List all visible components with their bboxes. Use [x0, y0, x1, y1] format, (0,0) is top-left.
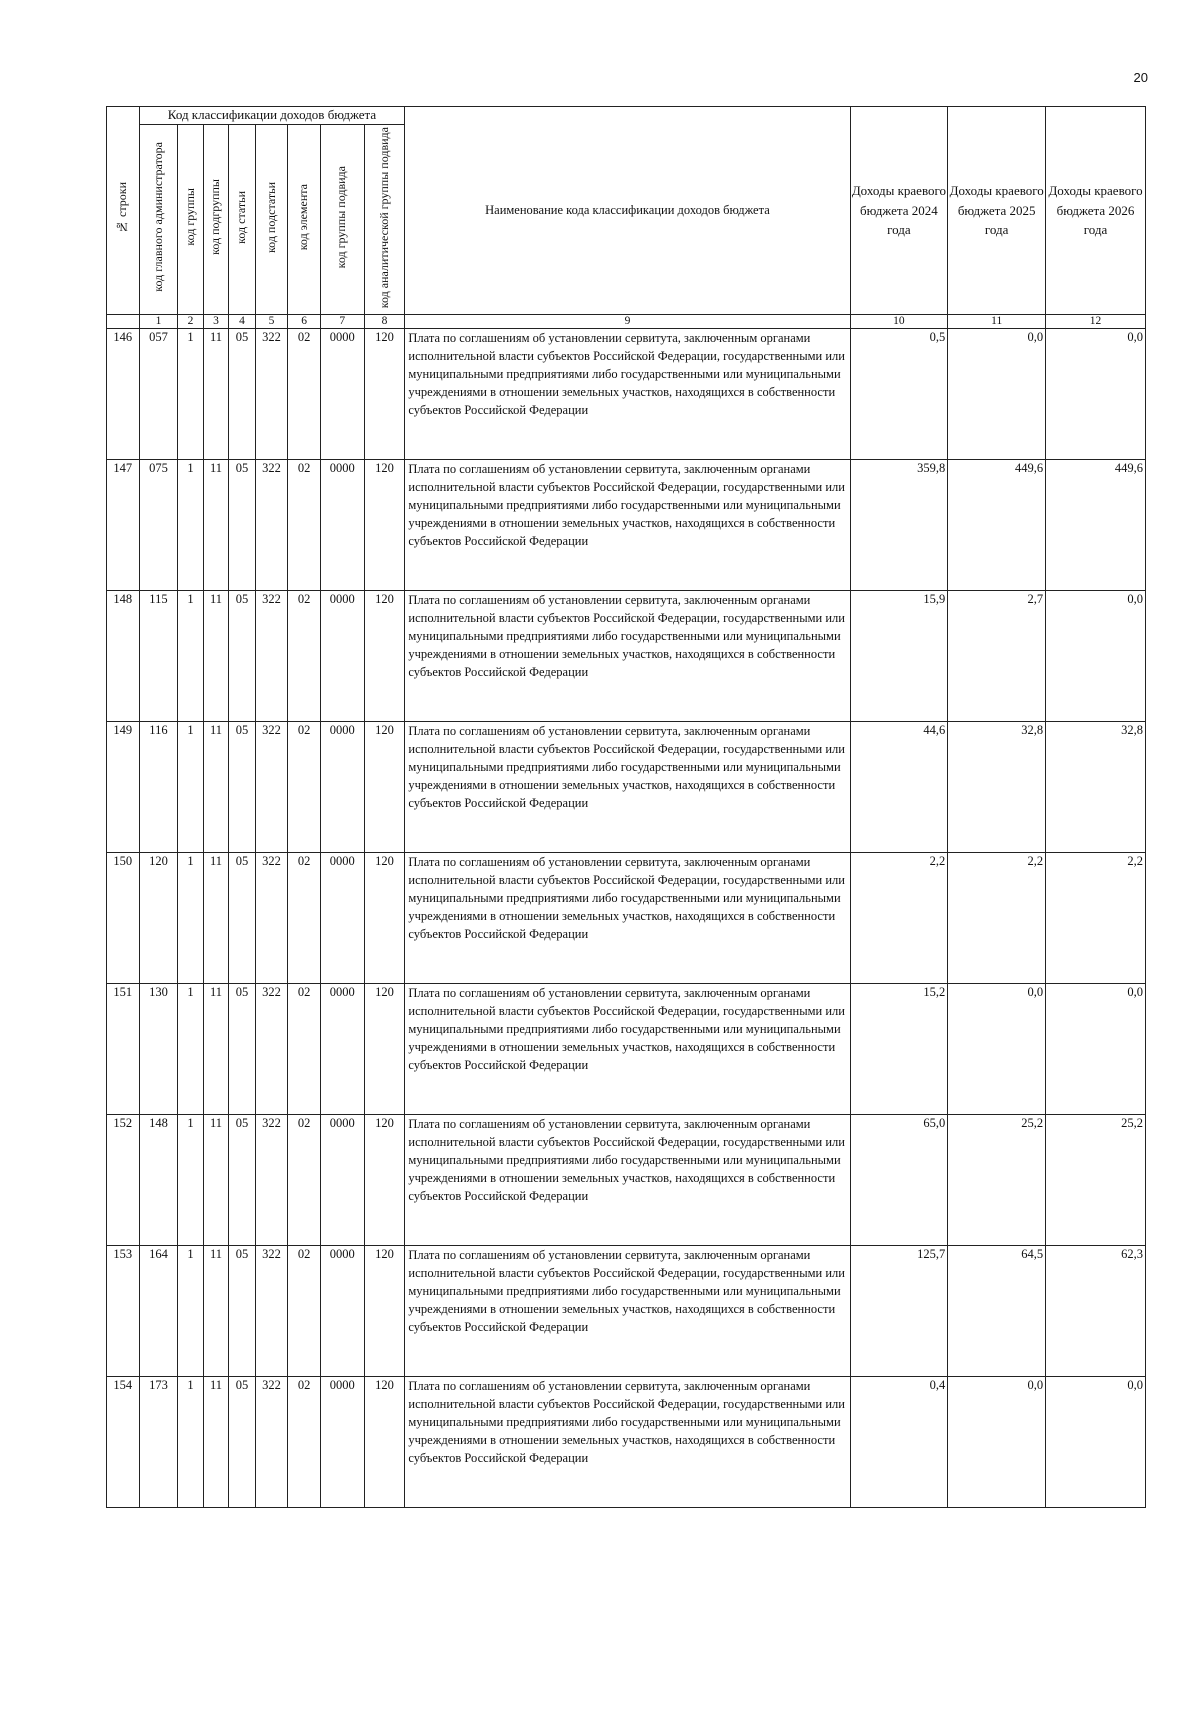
column-number: 10	[850, 314, 948, 328]
table-row	[107, 1376, 1146, 1507]
table-row	[107, 983, 1146, 1114]
header-group-code	[178, 124, 203, 314]
header-row-no-label: № строки	[114, 182, 129, 235]
group-code-cell: 1	[178, 983, 203, 1114]
row-number-cell: 154	[107, 1376, 140, 1507]
income-name-cell: Плата по соглашениям об установлении сервитута, заключенным органами исполнительной власти субъектов Российской Федерации, государственными или муниципальными предприятиями либо государственными или муниципальными учреждениями в отношении земельных участков, находящихся в собственности субъектов Российской Федерации	[405, 1245, 850, 1376]
subarticle-code-cell: 322	[255, 1114, 288, 1245]
article-code-cell: 05	[229, 983, 255, 1114]
table-row	[107, 590, 1146, 721]
subgroup-code-cell: 11	[203, 852, 228, 983]
header-subgroup-code	[203, 124, 228, 314]
row-number-cell: 148	[107, 590, 140, 721]
element-code-cell: 02	[288, 852, 321, 983]
analytic-subtype-code-cell: 120	[364, 983, 405, 1114]
element-code-cell: 02	[288, 1114, 321, 1245]
income-name-cell: Плата по соглашениям об установлении сервитута, заключенным органами исполнительной власти субъектов Российской Федерации, государственными или муниципальными предприятиями либо государственными или муниципальными учреждениями в отношении земельных участков, находящихся в собственности субъектов Российской Федерации	[405, 328, 850, 459]
element-code-cell: 02	[288, 721, 321, 852]
income-2026-cell: 62,3	[1046, 1245, 1146, 1376]
subarticle-code-cell: 322	[255, 721, 288, 852]
group-code-cell: 1	[178, 328, 203, 459]
header-analytic-subtype-code	[364, 124, 405, 314]
analytic-subtype-code-cell: 120	[364, 328, 405, 459]
header-admin-code	[139, 124, 178, 314]
subtype-group-code-cell: 0000	[320, 852, 364, 983]
column-number: 11	[948, 314, 1046, 328]
group-code-cell: 1	[178, 459, 203, 590]
analytic-subtype-code-cell: 120	[364, 1376, 405, 1507]
row-number-cell: 151	[107, 983, 140, 1114]
subarticle-code-cell: 322	[255, 459, 288, 590]
income-2026-cell: 2,2	[1046, 852, 1146, 983]
article-code-cell: 05	[229, 1245, 255, 1376]
subarticle-code-cell: 322	[255, 328, 288, 459]
header-name: Наименование кода классификации доходов бюджета	[405, 107, 850, 315]
analytic-subtype-code-cell: 120	[364, 1245, 405, 1376]
income-2024-cell: 15,2	[850, 983, 948, 1114]
income-2025-cell: 0,0	[948, 1376, 1046, 1507]
subtype-group-code-cell: 0000	[320, 1376, 364, 1507]
income-2024-cell: 44,6	[850, 721, 948, 852]
table-row	[107, 328, 1146, 459]
column-number: 12	[1046, 314, 1146, 328]
column-number-row	[107, 314, 1146, 328]
income-2024-cell: 125,7	[850, 1245, 948, 1376]
subgroup-code-cell: 11	[203, 1114, 228, 1245]
subgroup-code-cell: 11	[203, 590, 228, 721]
subtype-group-code-cell: 0000	[320, 983, 364, 1114]
income-2024-cell: 2,2	[850, 852, 948, 983]
admin-code-cell: 173	[139, 1376, 178, 1507]
column-number: 1	[139, 314, 178, 328]
admin-code-cell: 120	[139, 852, 178, 983]
income-2026-cell: 449,6	[1046, 459, 1146, 590]
header-element-code	[288, 124, 321, 314]
income-2025-cell: 25,2	[948, 1114, 1046, 1245]
income-2024-cell: 65,0	[850, 1114, 948, 1245]
article-code-cell: 05	[229, 721, 255, 852]
column-number: 5	[255, 314, 288, 328]
income-2025-cell: 32,8	[948, 721, 1046, 852]
row-number-cell: 149	[107, 721, 140, 852]
income-name-cell: Плата по соглашениям об установлении сервитута, заключенным органами исполнительной власти субъектов Российской Федерации, государственными или муниципальными предприятиями либо государственными или муниципальными учреждениями в отношении земельных участков, находящихся в собственности субъектов Российской Федерации	[405, 721, 850, 852]
subarticle-code-cell: 322	[255, 590, 288, 721]
article-code-cell: 05	[229, 1376, 255, 1507]
header-article-code-label: код статьи	[234, 190, 249, 244]
analytic-subtype-code-cell: 120	[364, 590, 405, 721]
row-number-cell: 152	[107, 1114, 140, 1245]
header-subarticle-code-label: код подстатьи	[263, 181, 278, 253]
table-row	[107, 721, 1146, 852]
group-code-cell: 1	[178, 721, 203, 852]
header-element-code-label: код элемента	[296, 184, 311, 251]
income-2026-cell: 25,2	[1046, 1114, 1146, 1245]
income-2026-cell: 0,0	[1046, 590, 1146, 721]
header-row-no	[107, 107, 140, 315]
subarticle-code-cell: 322	[255, 983, 288, 1114]
column-number: 3	[203, 314, 228, 328]
column-number: 9	[405, 314, 850, 328]
page-number: 20	[1133, 70, 1148, 85]
header-group-code-label: код группы	[182, 188, 197, 247]
header-subgroup-code-label: код подгруппы	[208, 179, 223, 256]
column-number: 8	[364, 314, 405, 328]
table-row	[107, 459, 1146, 590]
table-row	[107, 852, 1146, 983]
subarticle-code-cell: 322	[255, 1245, 288, 1376]
article-code-cell: 05	[229, 852, 255, 983]
analytic-subtype-code-cell: 120	[364, 1114, 405, 1245]
income-name-cell: Плата по соглашениям об установлении сервитута, заключенным органами исполнительной власти субъектов Российской Федерации, государственными или муниципальными предприятиями либо государственными или муниципальными учреждениями в отношении земельных участков, находящихся в собственности субъектов Российской Федерации	[405, 983, 850, 1114]
income-2024-cell: 15,9	[850, 590, 948, 721]
article-code-cell: 05	[229, 459, 255, 590]
subtype-group-code-cell: 0000	[320, 459, 364, 590]
article-code-cell: 05	[229, 328, 255, 459]
admin-code-cell: 075	[139, 459, 178, 590]
income-2025-cell: 2,7	[948, 590, 1046, 721]
income-name-cell: Плата по соглашениям об установлении сервитута, заключенным органами исполнительной власти субъектов Российской Федерации, государственными или муниципальными предприятиями либо государственными или муниципальными учреждениями в отношении земельных участков, находящихся в собственности субъектов Российской Федерации	[405, 459, 850, 590]
header-subtype-group-code	[320, 124, 364, 314]
group-code-cell: 1	[178, 1245, 203, 1376]
subgroup-code-cell: 11	[203, 1376, 228, 1507]
table-row	[107, 1114, 1146, 1245]
column-number: 7	[320, 314, 364, 328]
row-number-cell: 150	[107, 852, 140, 983]
analytic-subtype-code-cell: 120	[364, 459, 405, 590]
header-classification-group: Код классификации доходов бюджета	[139, 107, 405, 125]
group-code-cell: 1	[178, 1114, 203, 1245]
row-number-cell: 146	[107, 328, 140, 459]
income-2026-cell: 32,8	[1046, 721, 1146, 852]
admin-code-cell: 148	[139, 1114, 178, 1245]
element-code-cell: 02	[288, 590, 321, 721]
income-name-cell: Плата по соглашениям об установлении сервитута, заключенным органами исполнительной власти субъектов Российской Федерации, государственными или муниципальными предприятиями либо государственными или муниципальными учреждениями в отношении земельных участков, находящихся в собственности субъектов Российской Федерации	[405, 1376, 850, 1507]
income-2025-cell: 449,6	[948, 459, 1046, 590]
element-code-cell: 02	[288, 328, 321, 459]
header-income-2024: Доходы краевого бюджета 2024 года	[850, 107, 948, 315]
subarticle-code-cell: 322	[255, 852, 288, 983]
subtype-group-code-cell: 0000	[320, 721, 364, 852]
subarticle-code-cell: 322	[255, 1376, 288, 1507]
header-subarticle-code	[255, 124, 288, 314]
header-income-2026: Доходы краевого бюджета 2026 года	[1046, 107, 1146, 315]
article-code-cell: 05	[229, 1114, 255, 1245]
income-2026-cell: 0,0	[1046, 328, 1146, 459]
budget-income-table	[106, 106, 1146, 1508]
element-code-cell: 02	[288, 459, 321, 590]
income-2024-cell: 0,4	[850, 1376, 948, 1507]
column-number: 6	[288, 314, 321, 328]
income-2024-cell: 0,5	[850, 328, 948, 459]
income-2026-cell: 0,0	[1046, 983, 1146, 1114]
income-2025-cell: 0,0	[948, 328, 1046, 459]
admin-code-cell: 130	[139, 983, 178, 1114]
income-name-cell: Плата по соглашениям об установлении сервитута, заключенным органами исполнительной власти субъектов Российской Федерации, государственными или муниципальными предприятиями либо государственными или муниципальными учреждениями в отношении земельных участков, находящихся в собственности субъектов Российской Федерации	[405, 1114, 850, 1245]
subgroup-code-cell: 11	[203, 983, 228, 1114]
table-row	[107, 1245, 1146, 1376]
header-subtype-group-code-label: код группы подвида	[334, 166, 349, 269]
table-body	[107, 328, 1146, 1507]
admin-code-cell: 164	[139, 1245, 178, 1376]
element-code-cell: 02	[288, 1376, 321, 1507]
admin-code-cell: 116	[139, 721, 178, 852]
subgroup-code-cell: 11	[203, 1245, 228, 1376]
subgroup-code-cell: 11	[203, 721, 228, 852]
income-2024-cell: 359,8	[850, 459, 948, 590]
row-number-cell: 153	[107, 1245, 140, 1376]
income-name-cell: Плата по соглашениям об установлении сервитута, заключенным органами исполнительной власти субъектов Российской Федерации, государственными или муниципальными предприятиями либо государственными или муниципальными учреждениями в отношении земельных участков, находящихся в собственности субъектов Российской Федерации	[405, 590, 850, 721]
subgroup-code-cell: 11	[203, 459, 228, 590]
income-2025-cell: 2,2	[948, 852, 1046, 983]
group-code-cell: 1	[178, 1376, 203, 1507]
column-number: 4	[229, 314, 255, 328]
column-number: 2	[178, 314, 203, 328]
income-2026-cell: 0,0	[1046, 1376, 1146, 1507]
income-2025-cell: 64,5	[948, 1245, 1046, 1376]
header-income-2025: Доходы краевого бюджета 2025 года	[948, 107, 1046, 315]
subgroup-code-cell: 11	[203, 328, 228, 459]
analytic-subtype-code-cell: 120	[364, 852, 405, 983]
subtype-group-code-cell: 0000	[320, 1114, 364, 1245]
element-code-cell: 02	[288, 983, 321, 1114]
row-number-cell: 147	[107, 459, 140, 590]
element-code-cell: 02	[288, 1245, 321, 1376]
column-number	[107, 314, 140, 328]
admin-code-cell: 115	[139, 590, 178, 721]
subtype-group-code-cell: 0000	[320, 1245, 364, 1376]
income-2025-cell: 0,0	[948, 983, 1046, 1114]
income-name-cell: Плата по соглашениям об установлении сервитута, заключенным органами исполнительной власти субъектов Российской Федерации, государственными или муниципальными предприятиями либо государственными или муниципальными учреждениями в отношении земельных участков, находящихся в собственности субъектов Российской Федерации	[405, 852, 850, 983]
subtype-group-code-cell: 0000	[320, 590, 364, 721]
subtype-group-code-cell: 0000	[320, 328, 364, 459]
analytic-subtype-code-cell: 120	[364, 721, 405, 852]
group-code-cell: 1	[178, 852, 203, 983]
header-admin-code-label: код главного администратора	[150, 142, 165, 293]
header-analytic-subtype-code-label: код аналитической группы подвида	[376, 126, 391, 308]
article-code-cell: 05	[229, 590, 255, 721]
group-code-cell: 1	[178, 590, 203, 721]
header-article-code	[229, 124, 255, 314]
admin-code-cell: 057	[139, 328, 178, 459]
